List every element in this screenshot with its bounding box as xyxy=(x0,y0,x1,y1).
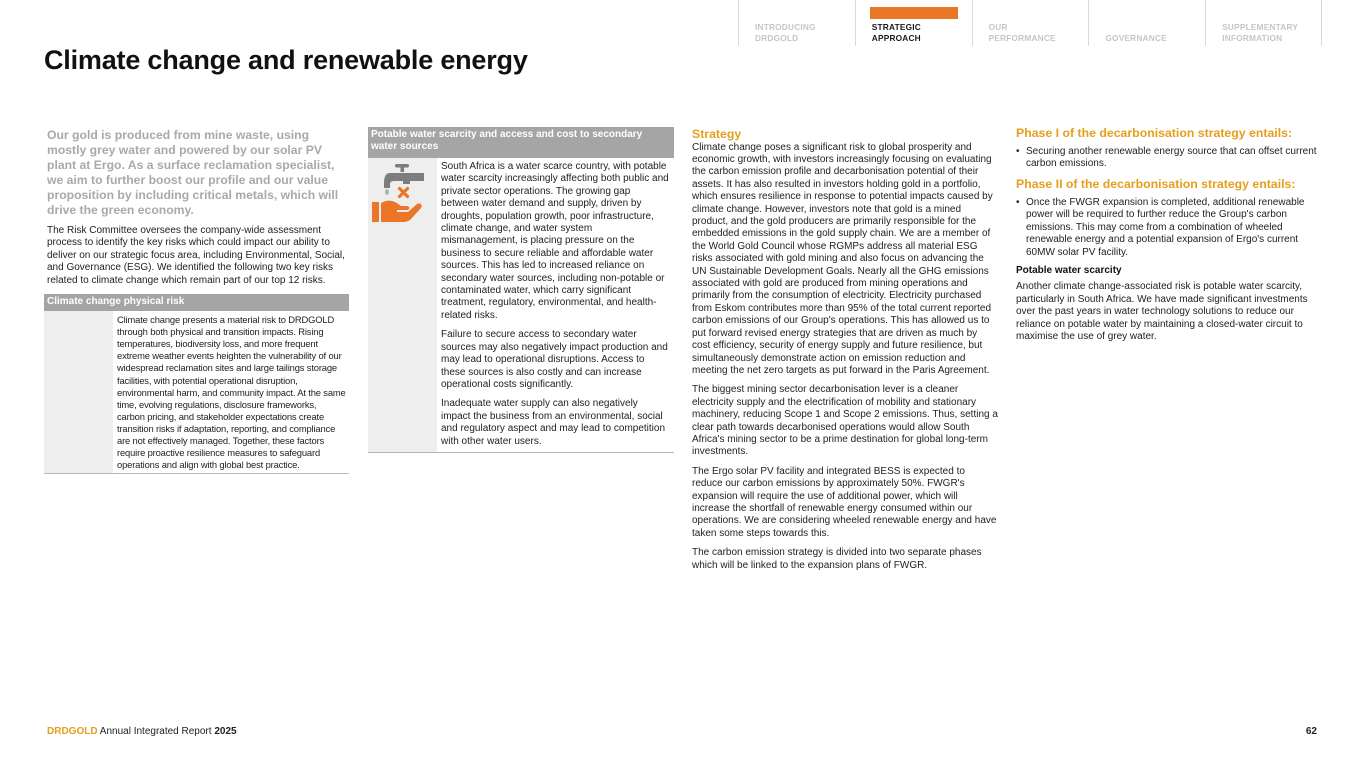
water-risk-paragraph: Inadequate water supply can also negatively impact the business from an environmental, social and regulatory aspect and may lead to competition with other water users. xyxy=(441,398,666,447)
intro-statement: Our gold is produced from mine waste, using mostly grey water and powered by our solar PV plant at Ergo. As a surface reclamation specialist, we aim to further boost our profile and our value proposition by including critical metals, which will drive the green economy. xyxy=(47,128,339,217)
water-risk-header: Potable water scarcity and access and cost to secondary water sources xyxy=(368,127,674,158)
nav-tab-label: INFORMATION xyxy=(1222,32,1283,43)
strategy-column xyxy=(692,127,998,572)
water-risk-text xyxy=(437,158,674,452)
page-number: 62 xyxy=(1305,726,1317,737)
phase-2-list xyxy=(1016,197,1322,259)
water-risk-paragraph: South Africa is a water scarce country, with potable water scarcity increasingly affecting both public and private sector operations. The growing gap between water demand and supply, driven by droughts, population growth, poor infrastructure, climate change, and water system mismanagement, is placing pressure on the business to secure reliable and affordable water sources. This has led to increased reliance on secondary water sources, including non-potable or contaminated water, which carry significant treatment, regulatory, environmental, and health-related risks. xyxy=(441,161,669,321)
water-risk-paragraph: Failure to secure access to secondary water sources may also negatively impact production and may lead to operational disruptions. Access to these sources is also costly and can increase operational costs significantly. xyxy=(441,329,668,390)
risk-icon-cell xyxy=(44,311,113,473)
potable-water-heading: Potable water scarcity xyxy=(1016,265,1122,277)
footer-report-name: Annual Integrated Report xyxy=(99,726,212,737)
intro-column xyxy=(44,128,349,474)
list-item: • Securing another renewable energy source that can offset current carbon emissions. xyxy=(1016,146,1322,171)
water-risk-column xyxy=(368,127,674,453)
phase-2-heading: Phase II of the decarbonisation strategy entails: xyxy=(1016,177,1296,192)
phase-1-list xyxy=(1016,146,1322,171)
water-risk-row xyxy=(368,158,674,453)
nav-tab-label: PERFORMANCE xyxy=(988,32,1056,43)
footer-year: 2025 xyxy=(214,726,237,737)
nav-tab-label: SUPPLEMENTARY xyxy=(1222,22,1299,32)
footer-report-title xyxy=(47,726,237,738)
climate-risk-text: Climate change presents a material risk to DRDGOLD through both physical and transition impacts. Rising temperatures, biodiversity loss, and more frequent extreme weather events heighten the vulnerability of our widespread reclamation sites and large tailings storage facilities, with potential operational disruption, environmental harm, and community impact. At the same time, evolving regulations, disclosure frameworks, carbon pricing, and stakeholder expectations create transition risks if adaptation, reporting, and compliance are not effectively managed. Together, these factors require proactive resilience measures to safeguard operations and align with global best practice. xyxy=(117,314,346,471)
nav-tab-label: GOVERNANCE xyxy=(1105,33,1167,43)
strategy-paragraph: The Ergo solar PV facility and integrated BESS is expected to reduce our carbon emissions by approximately 50%. FWGR's expansion will require the use of additional power, which will increase the shortfall of renewable energy consumed within our operations. We are considering wheeled renewable energy and have taken some steps towards this. xyxy=(692,465,997,539)
risk-icon-cell xyxy=(368,158,437,452)
climate-risk-table xyxy=(44,294,349,474)
strategy-paragraph: Climate change poses a significant risk to global prosperity and economic growth, with investors increasingly focusing on evaluating the carbon emission profile and decarbonisation potential of their assets. It has also resulted in investors holding gold in a portfolio, which ensures resilience in response to potential impacts caused by climate change. However, investors note that gold is a mined product, and the gold producers are primarily responsible for the embedded emissions in the gold supply chain. We are a member of the World Gold Council whose RGMPs address all material ESG risks associated with gold mining and also focus on advancing the UN Sustainable Development Goals. Nearly all the GHG emissions associated with gold are produced from mining operations and primarily from the consumption of electricity. Electricity purchased from Eskom contributes more than 95% of the total current reported carbon emissions of our Group's operations. This has allowed us to put forward revised energy strategies that are driven as much by cost efficiency, security of energy supply and future resilience, but simultaneously demonstrate action on emission reduction and meeting the net zero targets as put forward in the Paris Agreement. xyxy=(692,141,993,376)
decarbonisation-column xyxy=(1016,126,1322,343)
nav-tab-supplementary-information[interactable] xyxy=(1205,0,1322,46)
nav-tab-label: STRATEGIC xyxy=(871,22,921,32)
page-title: Climate change and renewable energy xyxy=(44,45,528,75)
phase-1-heading: Phase I of the decarbonisation strategy entails: xyxy=(1016,126,1293,140)
nav-tab-introducing-drdgold[interactable] xyxy=(738,0,855,46)
potable-water-paragraph: Another climate change-associated risk is potable water scarcity, particularly in South Africa. We have made significant investments over the past years in water technology solutions to reduce our reliance on potable water by maintaining a closed-water circuit to maximise the use of grey water. xyxy=(1016,281,1308,343)
strategy-paragraph: The carbon emission strategy is divided into two separate phases which will be linked to the expansion plans of FWGR. xyxy=(692,547,982,571)
list-item: • Once the FWGR expansion is completed, additional renewable power will be required to further reduce the Group's carbon emissions. This may come from a combination of wheeled renewable energy and a potential expansion of Ergo's current 60MW solar PV facility. xyxy=(1016,197,1322,259)
nav-tab-label: DRDGOLD xyxy=(755,32,799,43)
nav-tab-label: APPROACH xyxy=(871,32,921,43)
strategy-heading: Strategy xyxy=(692,127,742,141)
risk-committee-paragraph: The Risk Committee oversees the company-wide assessment process to identify the key risks which could impact our ability to deliver on our strategic focus area, including Environmental, Social, and Governance (ESG). We identified the following two key risks related to climate change which remain part of our top 12 risks. xyxy=(47,225,345,286)
strategy-paragraph: The biggest mining sector decarbonisation lever is a cleaner electricity supply and the electrification of mobility and stationary machinery, reducing Scope 1 and Scope 2 emissions. Thus, setting a clear path towards decarbonised operations would allow South Africa's mining sector to be a prime destination for global long-term investments. xyxy=(692,384,998,458)
nav-tab-our-performance[interactable] xyxy=(972,0,1089,46)
section-navigation xyxy=(738,0,1322,46)
footer-brand: DRDGOLD xyxy=(47,726,98,737)
nav-tab-label: INTRODUCING xyxy=(755,22,816,32)
nav-tab-label: OUR xyxy=(988,22,1008,32)
climate-risk-header: Climate change physical risk xyxy=(44,294,349,311)
nav-tab-strategic-approach[interactable] xyxy=(855,0,972,46)
climate-risk-row xyxy=(44,311,349,474)
nav-tab-governance[interactable] xyxy=(1088,0,1205,46)
active-tab-indicator xyxy=(870,7,958,19)
water-tap-hand-icon xyxy=(370,162,432,224)
